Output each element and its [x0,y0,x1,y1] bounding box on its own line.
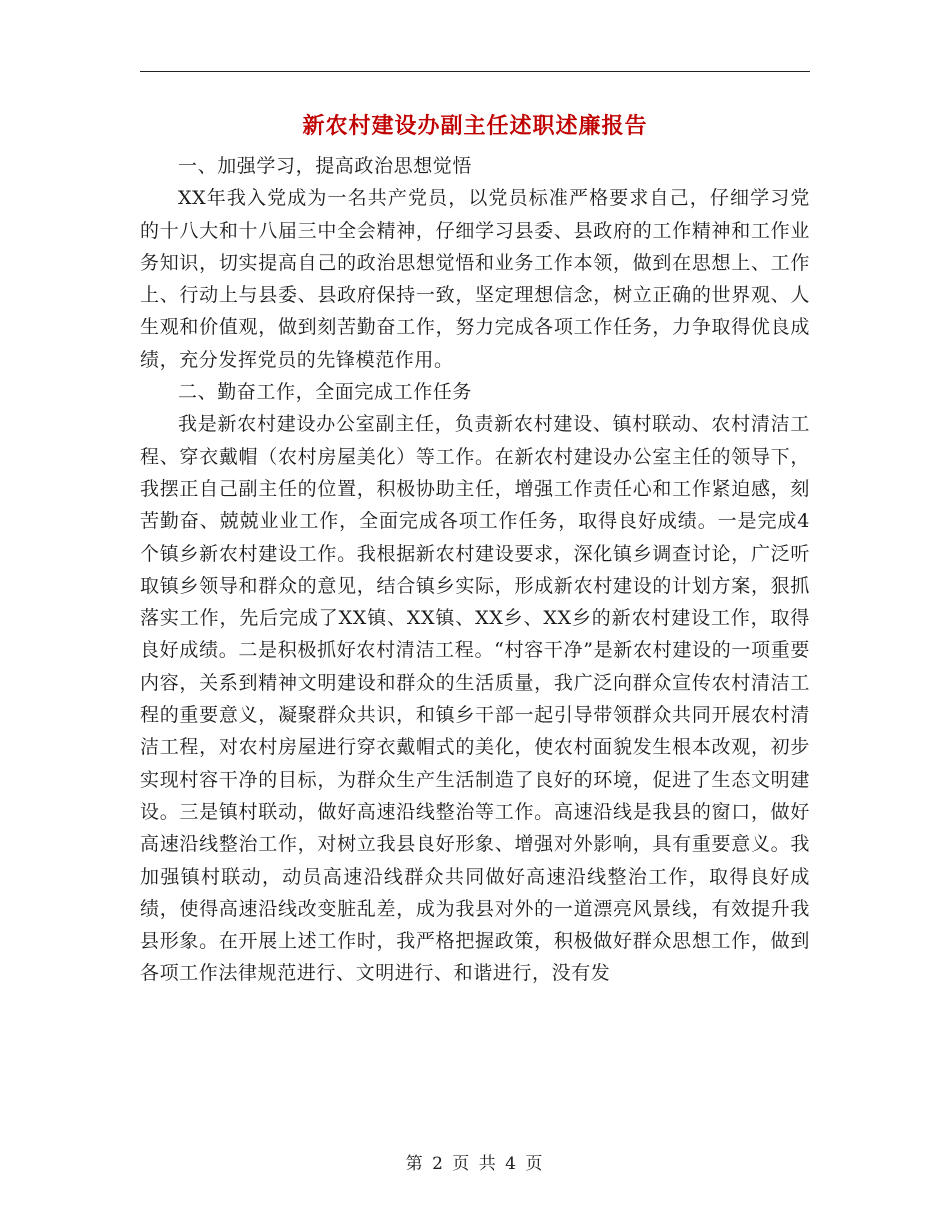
document-body [140,150,810,990]
header-rule [140,71,810,72]
page-number-footer: 第 2 页 共 4 页 [405,1154,545,1174]
body-paragraph-2: 我是新农村建设办公室副主任，负责新农村建设、镇村联动、农村清洁工程、穿衣戴帽（农村房屋美化）等工作。在新农村建设办公室主任的领导下，我摆正自己副主任的位置，积极协助主任，增强工作责任心和工作紧迫感，刻苦勤奋、兢兢业业工作，全面完成各项工作任务，取得良好成绩。一是完成4个镇乡新农村建设工作。我根据新农村建设要求，深化镇乡调查讨论，广泛听取镇乡领导和群众的意见，结合镇乡实际，形成新农村建设的计划方案，狠抓落实工作，先后完成了XX镇、XX镇、XX乡、XX乡的新农村建设工作，取得良好成绩。二是积极抓好农村清洁工程。“村容干净”是新农村建设的一项重要内容，关系到精神文明建设和群众的生活质量，我广泛向群众宣传农村清洁工程的重要意义，凝聚群众共识，和镇乡干部一起引导带领群众共同开展农村清洁工程，对农村房屋进行穿衣戴帽式的美化，使农村面貌发生根本改观，初步实现村容干净的目标，为群众生产生活制造了良好的环境，促进了生态文明建设。三是镇村联动，做好高速沿线整治等工作。高速沿线是我县的窗口，做好高速沿线整治工作，对树立我县良好形象、增强对外影响，具有重要意义。我加强镇村联动，动员高速沿线群众共同做好高速沿线整治工作，取得良好成绩，使得高速沿线改变脏乱差，成为我县对外的一道漂亮风景线，有效提升我县形象。在开展上述工作时，我严格把握政策，积极做好群众思想工作，做到各项工作法律规范进行、文明进行、和谐进行，没有发 [140,413,810,985]
body-paragraph-1: XX年我入党成为一名共产党员，以党员标准严格要求自己，仔细学习党的十八大和十八届三中全会精神，仔细学习县委、县政府的工作精神和工作业务知识，切实提高自己的政治思想觉悟和业务工作本领，做到在思想上、工作上、行动上与县委、县政府保持一致，坚定理想信念，树立正确的世界观、人生观和价值观，做到刻苦勤奋工作，努力完成各项工作任务，力争取得优良成绩，充分发挥党员的先锋模范作用。 [140,187,810,371]
document-title: 新农村建设办副主任述职述廉报告 [302,113,648,139]
section-heading-1: 一、加强学习，提高政治思想觉悟 [178,155,473,177]
section-heading-2: 二、勤奋工作，全面完成工作任务 [178,381,473,404]
